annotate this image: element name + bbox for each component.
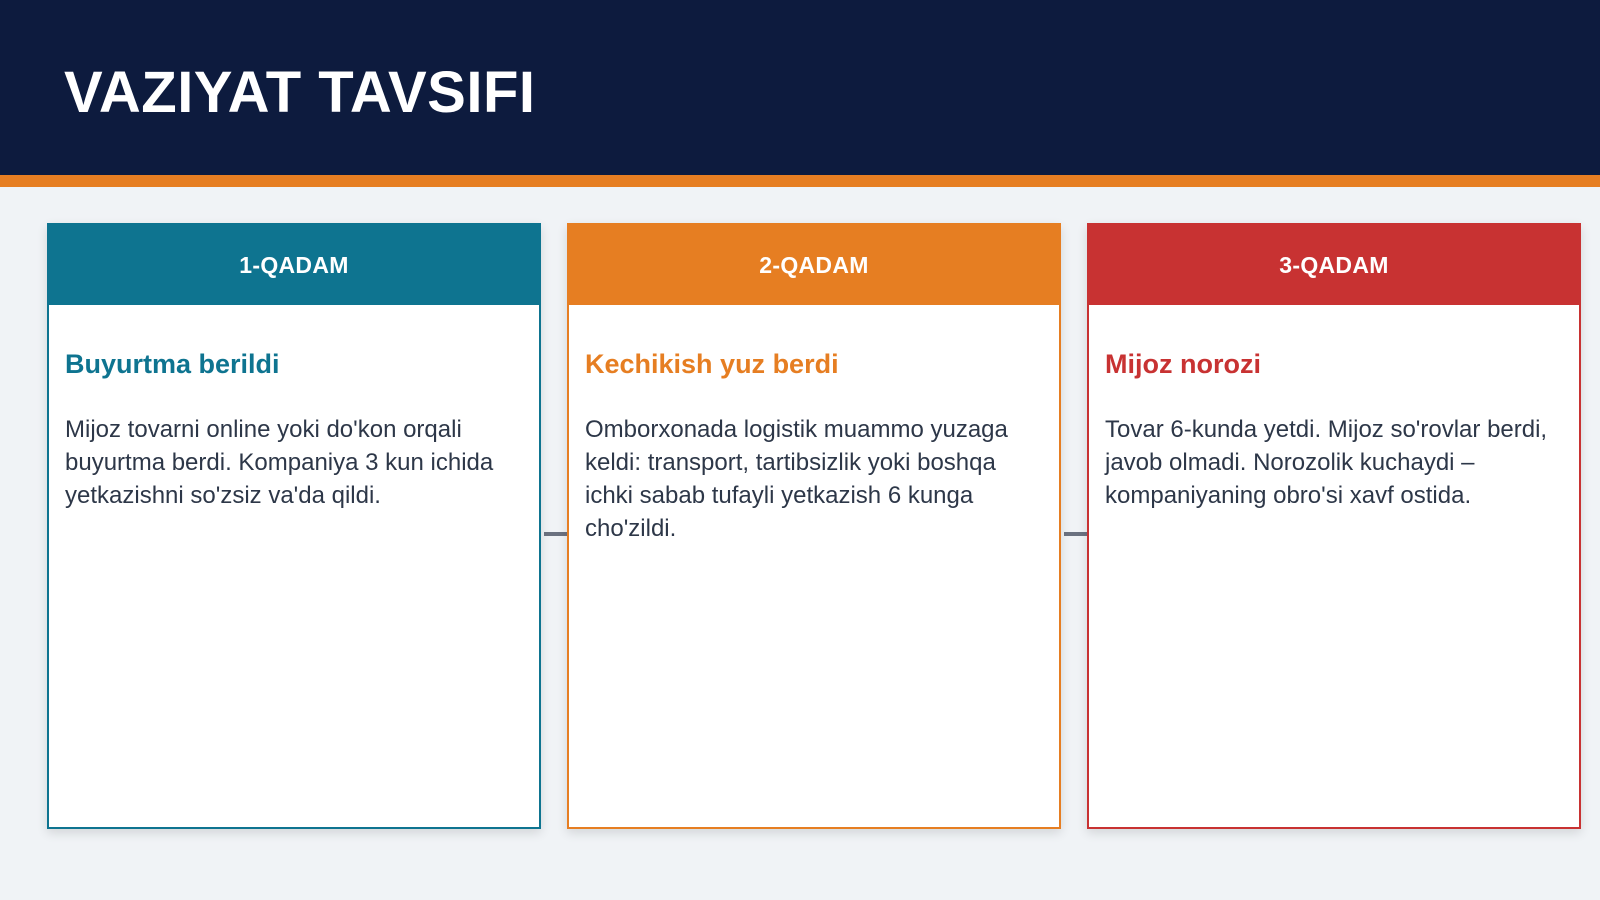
header bbox=[0, 0, 1600, 175]
step-card-header: 2-QADAM bbox=[569, 225, 1059, 305]
step-card-1 bbox=[47, 223, 541, 829]
step-card-header: 3-QADAM bbox=[1089, 225, 1579, 305]
connector-2-3 bbox=[1064, 532, 1088, 536]
step-card-body bbox=[1089, 305, 1579, 512]
step-card-3 bbox=[1087, 223, 1581, 829]
connector-1-2 bbox=[544, 532, 568, 536]
step-card-text: Omborxonada logistik muammo yuzaga keldi: transport, tartibsizlik yoki boshqa ichki sabab tufayli yetkazish 6 kunga cho'zildi. bbox=[585, 416, 1008, 542]
step-card-body bbox=[569, 305, 1059, 545]
step-card-header: 1-QADAM bbox=[49, 225, 539, 305]
step-card-title: Buyurtma berildi bbox=[65, 349, 280, 379]
step-card-title: Mijoz norozi bbox=[1105, 349, 1261, 379]
step-card-title: Kechikish yuz berdi bbox=[585, 349, 839, 379]
accent-bar bbox=[0, 175, 1600, 187]
step-card-text: Tovar 6-kunda yetdi. Mijoz so'rovlar berdi, javob olmadi. Norozolik kuchaydi – kompaniyaning obro'si xavf ostida. bbox=[1105, 416, 1548, 509]
step-card-2 bbox=[567, 223, 1061, 829]
page-title: VAZIYAT TAVSIFI bbox=[64, 60, 536, 125]
step-card-text: Mijoz tovarni online yoki do'kon orqali buyurtma berdi. Kompaniya 3 kun ichida yetkazishni so'zsiz va'da qildi. bbox=[65, 416, 494, 509]
step-card-body bbox=[49, 305, 539, 512]
